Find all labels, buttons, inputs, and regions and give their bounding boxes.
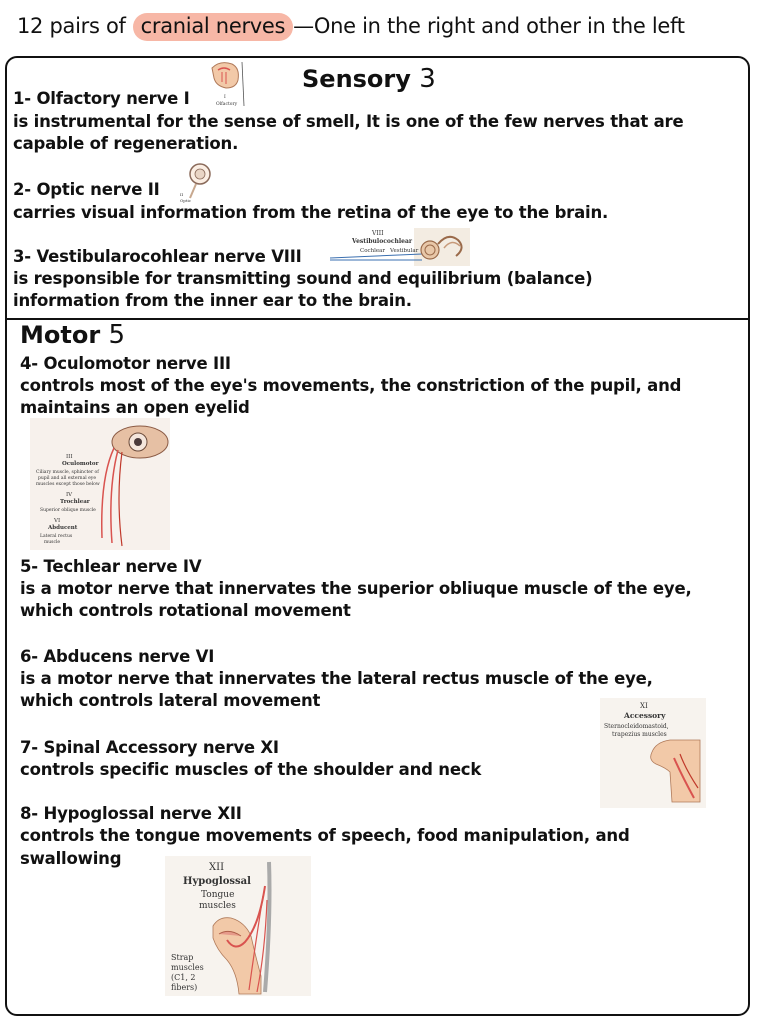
hypoglossal-desc-line2: swallowing [20,849,122,868]
hypoglossal-name: 8- Hypoglossal nerve XII [20,804,242,823]
vestibular-label: Vestibular [390,248,419,254]
trochlear-num: IV [66,492,73,498]
abducent-num: VI [54,518,61,524]
page-title [17,14,685,38]
strap-label-1: Strap [171,953,194,962]
oculomotor-desc-1: Ciliary muscle, sphincter of [36,470,99,475]
hypoglossal-figure [165,856,311,996]
olfactory-desc-line1: is instrumental for the sense of smell, It is one of the few nerves that are [13,112,684,131]
vestibulocochlear-figure-label: Vestibulocochlear [352,238,413,245]
olfactory-figure [206,58,248,110]
trochlear-desc: Superior oblique muscle [40,508,96,513]
sensory-count: 3 [419,64,436,94]
trochlear-desc-line2: which controls rotational movement [20,601,351,620]
optic-name: 2- Optic nerve II [13,180,160,199]
accessory-figure [600,698,706,808]
oculomotor-name: 4- Oculomotor nerve III [20,354,231,373]
title-highlight: cranial nerves [133,13,294,41]
accessory-figure-desc-2: trapezius muscles [612,731,667,738]
trochlear-name: 5- Techlear nerve IV [20,557,202,576]
accessory-figure-desc-1: Sternocleidomastoid, [604,723,669,730]
hypoglossal-figure-label: Hypoglossal [183,876,251,887]
strap-label-3: (C1, 2 [171,973,196,982]
motor-count: 5 [108,320,126,350]
olfactory-name: 1- Olfactory nerve I [13,89,190,108]
optic-desc-line1: carries visual information from the retina of the eye to the brain. [13,203,609,222]
vestibulocochlear-name: 3- Vestibularocohlear nerve VIII [13,247,302,266]
title-prefix: 12 pairs of [17,14,126,38]
abducent-desc-2: muscle [44,540,61,545]
oculomotor-num: III [66,454,73,460]
accessory-figure-label: Accessory [624,711,666,720]
oculomotor-desc-line1: controls most of the eye's movements, the constriction of the pupil, and [20,376,682,395]
oculomotor-desc-3: muscles except those below [36,482,100,487]
olfactory-figure-label: Olfactory [216,102,238,107]
abducens-desc-line2: which controls lateral movement [20,691,321,710]
hypoglossal-figure-desc-1: Tongue [201,890,235,900]
vestibulocochlear-figure-num: VIII [372,230,384,237]
accessory-desc-line1: controls specific muscles of the shoulder and neck [20,760,482,779]
abducent-label: Abducent [48,525,78,531]
abducens-name: 6- Abducens nerve VI [20,647,215,666]
oculomotor-label: Oculomotor [62,461,99,467]
optic-figure-num: II [180,192,184,197]
hypoglossal-figure-num: XII [209,862,225,873]
oculomotor-desc-line2: maintains an open eyelid [20,398,250,417]
trochlear-desc-line1: is a motor nerve that innervates the superior obliuque muscle of the eye, [20,579,692,598]
strap-label-4: fibers) [171,983,198,992]
abducent-desc-1: Lateral rectus [40,534,73,539]
optic-figure [178,160,214,204]
accessory-name: 7- Spinal Accessory nerve XI [20,738,279,757]
hypoglossal-figure-desc-2: muscles [199,901,236,911]
title-suffix: —One in the right and other in the left [293,14,685,38]
vestibulocochlear-desc-line2: information from the inner ear to the brain. [13,291,412,310]
olfactory-desc-line2: capable of regeneration. [13,134,239,153]
hypoglossal-desc-line1: controls the tongue movements of speech, food manipulation, and [20,826,630,845]
vestibulocochlear-figure [330,226,472,268]
cochlear-label: Cochlear [360,248,386,254]
strap-label-2: muscles [171,963,204,972]
trochlear-label: Trochlear [60,499,90,505]
sensory-heading [302,64,436,94]
eye-nerves-figure [30,418,170,550]
motor-heading [20,320,125,350]
motor-heading-text: Motor [20,321,101,349]
oculomotor-desc-2: pupil and all external eye [38,476,96,481]
olfactory-figure-num: I [224,95,226,100]
sensory-heading-text: Sensory [302,65,411,93]
accessory-figure-num: XI [640,702,648,710]
optic-figure-label: Optic [180,198,191,203]
abducens-desc-line1: is a motor nerve that innervates the lateral rectus muscle of the eye, [20,669,653,688]
vestibulocochlear-desc-line1: is responsible for transmitting sound and equilibrium (balance) [13,269,593,288]
